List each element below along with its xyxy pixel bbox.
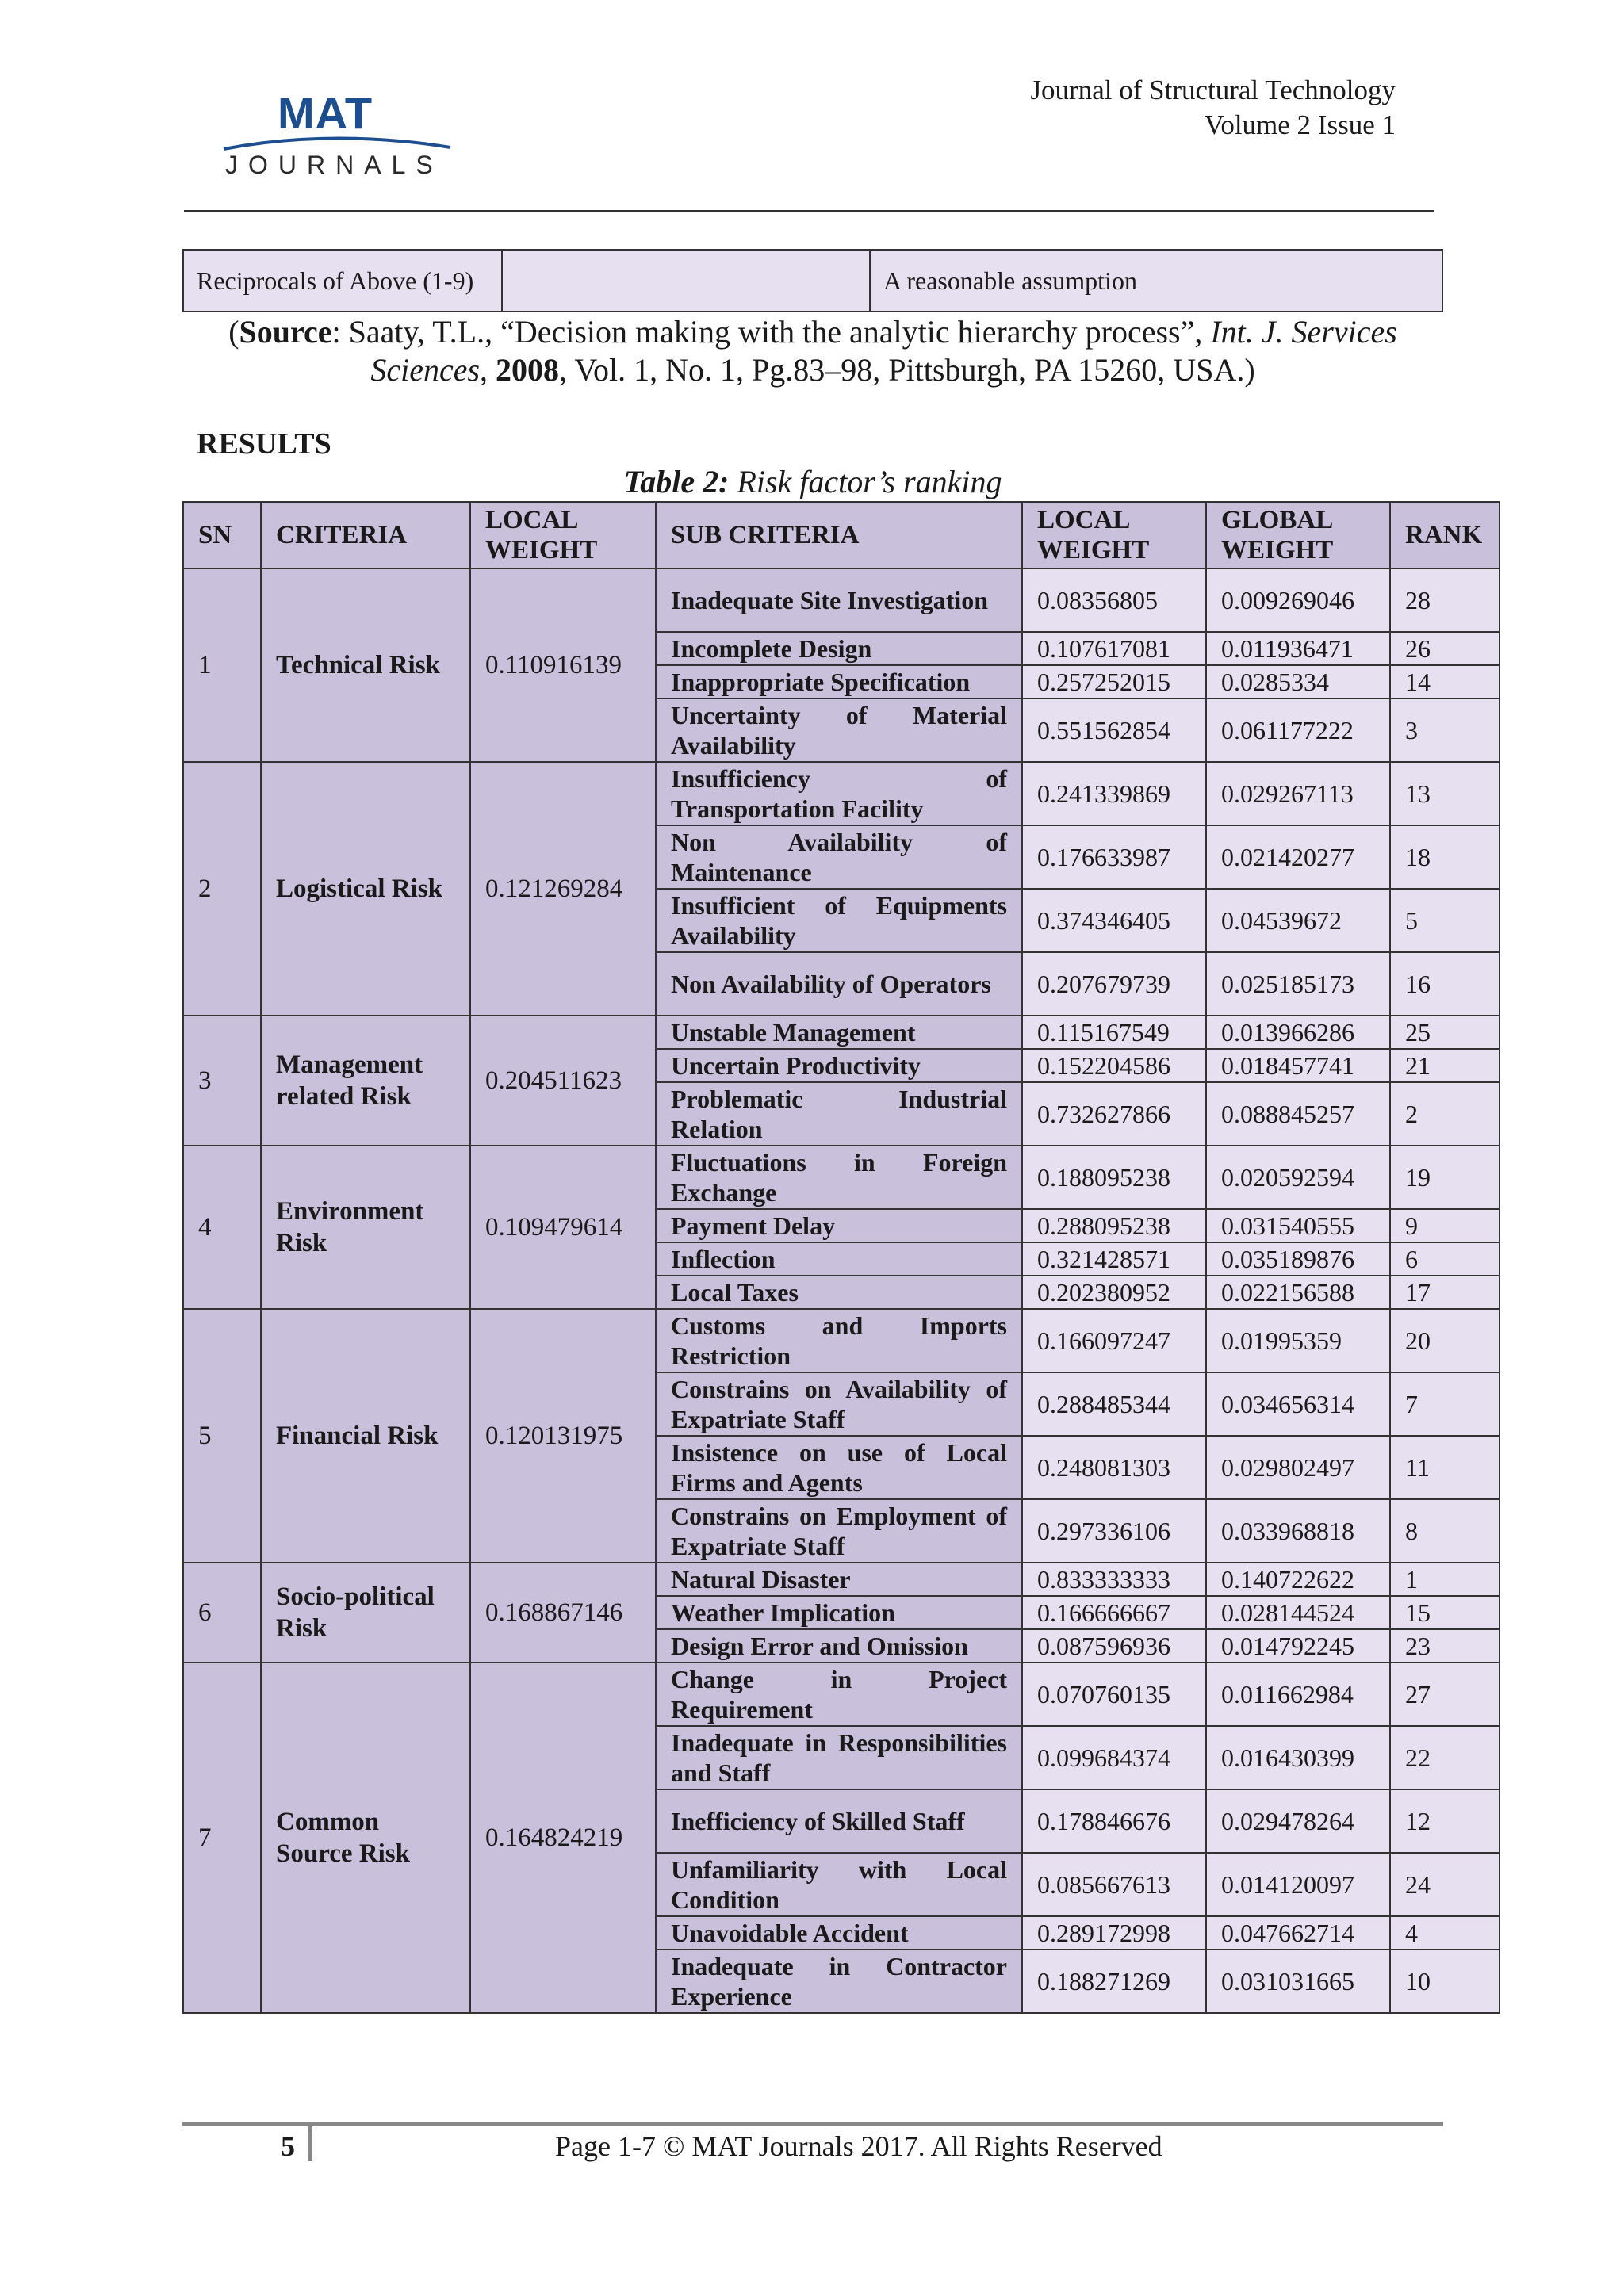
- sub-criteria-sub: Inflection: [656, 1242, 1022, 1276]
- column-header: RANK: [1390, 502, 1500, 568]
- sub-criteria-global: 0.029267113: [1206, 762, 1390, 825]
- sub-criteria-rank: 17: [1390, 1276, 1500, 1309]
- sub-criteria-local: 0.188271269: [1022, 1950, 1206, 2013]
- sub-criteria-sub: Natural Disaster: [656, 1563, 1022, 1596]
- sub-criteria-global: 0.029478264: [1206, 1789, 1390, 1853]
- journal-logo: [222, 87, 452, 182]
- sub-criteria-sub: Unavoidable Accident: [656, 1916, 1022, 1950]
- sub-criteria-global: 0.0285334: [1206, 665, 1390, 698]
- sub-criteria-sub: Inadequate in Responsibilities and Staff: [656, 1726, 1022, 1789]
- sub-criteria-global: 0.04539672: [1206, 889, 1390, 952]
- sub-criteria-sub: Unfamiliarity with Local Condition: [656, 1853, 1022, 1916]
- risk-ranking-table: [182, 501, 1500, 2014]
- criteria-local-weight: 0.204511623: [470, 1016, 656, 1146]
- sub-criteria-sub: Inefficiency of Skilled Staff: [656, 1789, 1022, 1853]
- page-number: 5: [281, 2130, 295, 2162]
- sub-criteria-rank: 6: [1390, 1242, 1500, 1276]
- logo-swoosh-icon: [222, 133, 452, 151]
- sub-criteria-global: 0.061177222: [1206, 698, 1390, 762]
- sub-criteria-rank: 10: [1390, 1950, 1500, 2013]
- sub-criteria-local: 0.551562854: [1022, 698, 1206, 762]
- sub-criteria-global: 0.013966286: [1206, 1016, 1390, 1049]
- sub-criteria-global: 0.025185173: [1206, 952, 1390, 1016]
- sub-criteria-global: 0.014120097: [1206, 1853, 1390, 1916]
- source-journal: Int. J. Services Sciences: [370, 314, 1397, 388]
- sub-criteria-local: 0.166666667: [1022, 1596, 1206, 1629]
- sub-criteria-local: 0.241339869: [1022, 762, 1206, 825]
- sub-criteria-rank: 28: [1390, 568, 1500, 632]
- sub-criteria-local: 0.374346405: [1022, 889, 1206, 952]
- footer-rule: [182, 2122, 1443, 2126]
- sub-criteria-global: 0.022156588: [1206, 1276, 1390, 1309]
- sub-criteria-sub: Constrains on Availability of Expatriate Staff: [656, 1372, 1022, 1436]
- sub-criteria-global: 0.088845257: [1206, 1082, 1390, 1146]
- table-caption: [182, 463, 1443, 500]
- sub-criteria-local: 0.833333333: [1022, 1563, 1206, 1596]
- sub-criteria-rank: 25: [1390, 1016, 1500, 1049]
- sub-criteria-rank: 5: [1390, 889, 1500, 952]
- criteria-local-weight: 0.168867146: [470, 1563, 656, 1663]
- sub-criteria-sub: Incomplete Design: [656, 632, 1022, 665]
- criteria-local-weight: 0.120131975: [470, 1309, 656, 1563]
- criteria-criteria: Technical Risk: [261, 568, 470, 762]
- sub-criteria-rank: 12: [1390, 1789, 1500, 1853]
- sub-criteria-sub: Insistence on use of Local Firms and Agents: [656, 1436, 1022, 1499]
- sub-criteria-sub: Non Availability of Maintenance: [656, 825, 1022, 889]
- column-header: GLOBAL WEIGHT: [1206, 502, 1390, 568]
- sub-criteria-sub: Change in Project Requirement: [656, 1663, 1022, 1726]
- sub-criteria-local: 0.288095238: [1022, 1209, 1206, 1242]
- sub-criteria-rank: 9: [1390, 1209, 1500, 1242]
- table-row: [183, 762, 1500, 825]
- sub-criteria-rank: 2: [1390, 1082, 1500, 1146]
- criteria-criteria: Financial Risk: [261, 1309, 470, 1563]
- criteria-sn: 2: [183, 762, 261, 1016]
- column-header: LOCAL WEIGHT: [1022, 502, 1206, 568]
- sub-criteria-global: 0.014792245: [1206, 1629, 1390, 1663]
- column-header: SN: [183, 502, 261, 568]
- sub-criteria-rank: 4: [1390, 1916, 1500, 1950]
- results-heading: RESULTS: [197, 427, 331, 461]
- sub-criteria-rank: 18: [1390, 825, 1500, 889]
- sub-criteria-sub: Local Taxes: [656, 1276, 1022, 1309]
- header-rule: [184, 210, 1434, 212]
- criteria-local-weight: 0.121269284: [470, 762, 656, 1016]
- source-sep: ,: [480, 352, 496, 388]
- sub-criteria-rank: 24: [1390, 1853, 1500, 1916]
- sub-criteria-local: 0.166097247: [1022, 1309, 1206, 1372]
- table-row: [183, 1563, 1500, 1596]
- journal-name: Journal of Structural Technology: [1030, 75, 1396, 105]
- table-row: [183, 1309, 1500, 1372]
- sub-criteria-global: 0.021420277: [1206, 825, 1390, 889]
- table-header-row: [183, 502, 1500, 568]
- sub-criteria-rank: 14: [1390, 665, 1500, 698]
- sub-criteria-rank: 15: [1390, 1596, 1500, 1629]
- sub-criteria-global: 0.047662714: [1206, 1916, 1390, 1950]
- criteria-sn: 6: [183, 1563, 261, 1663]
- caption-label: Table 2:: [623, 464, 730, 499]
- sub-criteria-rank: 16: [1390, 952, 1500, 1016]
- sub-criteria-local: 0.085667613: [1022, 1853, 1206, 1916]
- sub-criteria-sub: Inappropriate Specification: [656, 665, 1022, 698]
- sub-criteria-global: 0.011662984: [1206, 1663, 1390, 1726]
- criteria-criteria: Common Source Risk: [261, 1663, 470, 2013]
- column-header: LOCAL WEIGHT: [470, 502, 656, 568]
- criteria-local-weight: 0.110916139: [470, 568, 656, 762]
- sub-criteria-local: 0.176633987: [1022, 825, 1206, 889]
- sub-criteria-local: 0.099684374: [1022, 1726, 1206, 1789]
- sub-criteria-global: 0.011936471: [1206, 632, 1390, 665]
- sub-criteria-rank: 22: [1390, 1726, 1500, 1789]
- footer-copyright: Page 1-7 © MAT Journals 2017. All Rights Reserved: [555, 2130, 1162, 2162]
- sub-criteria-sub: Insufficient of Equipments Availability: [656, 889, 1022, 952]
- sub-criteria-rank: 21: [1390, 1049, 1500, 1082]
- table-row: [183, 568, 1500, 632]
- journal-volume: Volume 2 Issue 1: [1204, 109, 1396, 140]
- sub-criteria-local: 0.297336106: [1022, 1499, 1206, 1563]
- sub-criteria-global: 0.020592594: [1206, 1146, 1390, 1209]
- sub-criteria-rank: 26: [1390, 632, 1500, 665]
- sub-criteria-global: 0.028144524: [1206, 1596, 1390, 1629]
- sub-criteria-global: 0.031031665: [1206, 1950, 1390, 2013]
- sub-criteria-rank: 11: [1390, 1436, 1500, 1499]
- sub-criteria-rank: 27: [1390, 1663, 1500, 1726]
- running-header: [1030, 73, 1396, 143]
- table-row: [183, 1146, 1500, 1209]
- sub-criteria-rank: 13: [1390, 762, 1500, 825]
- logo-journals-text: JOURNALS: [225, 151, 443, 179]
- sub-criteria-global: 0.140722622: [1206, 1563, 1390, 1596]
- column-header: CRITERIA: [261, 502, 470, 568]
- sub-criteria-sub: Inadequate in Contractor Experience: [656, 1950, 1022, 2013]
- sub-criteria-global: 0.009269046: [1206, 568, 1390, 632]
- sub-criteria-local: 0.257252015: [1022, 665, 1206, 698]
- sub-criteria-global: 0.018457741: [1206, 1049, 1390, 1082]
- sub-criteria-sub: Non Availability of Operators: [656, 952, 1022, 1016]
- sub-criteria-local: 0.288485344: [1022, 1372, 1206, 1436]
- footer-divider: [308, 2126, 312, 2161]
- sub-criteria-sub: Unstable Management: [656, 1016, 1022, 1049]
- source-year: 2008: [496, 352, 560, 388]
- sub-criteria-rank: 23: [1390, 1629, 1500, 1663]
- sub-criteria-rank: 20: [1390, 1309, 1500, 1372]
- sub-criteria-rank: 7: [1390, 1372, 1500, 1436]
- sub-criteria-sub: Insufficiency of Transportation Facility: [656, 762, 1022, 825]
- source-text: : Saaty, T.L., “Decision making with the analytic hierarchy process”,: [331, 314, 1211, 350]
- sub-criteria-local: 0.107617081: [1022, 632, 1206, 665]
- sub-criteria-sub: Uncertain Productivity: [656, 1049, 1022, 1082]
- sub-criteria-global: 0.029802497: [1206, 1436, 1390, 1499]
- sub-criteria-sub: Design Error and Omission: [656, 1629, 1022, 1663]
- criteria-sn: 5: [183, 1309, 261, 1563]
- sub-criteria-local: 0.087596936: [1022, 1629, 1206, 1663]
- column-header: SUB CRITERIA: [656, 502, 1022, 568]
- criteria-criteria: Environment Risk: [261, 1146, 470, 1309]
- source-label: Source: [239, 314, 332, 350]
- sub-criteria-local: 0.08356805: [1022, 568, 1206, 632]
- criteria-sn: 3: [183, 1016, 261, 1146]
- sub-criteria-global: 0.035189876: [1206, 1242, 1390, 1276]
- table-cell: [502, 250, 870, 312]
- sub-criteria-rank: 1: [1390, 1563, 1500, 1596]
- sub-criteria-sub: Customs and Imports Restriction: [656, 1309, 1022, 1372]
- sub-criteria-sub: Constrains on Employment of Expatriate Staff: [656, 1499, 1022, 1563]
- criteria-sn: 4: [183, 1146, 261, 1309]
- criteria-criteria: Management related Risk: [261, 1016, 470, 1146]
- sub-criteria-sub: Fluctuations in Foreign Exchange: [656, 1146, 1022, 1209]
- sub-criteria-sub: Payment Delay: [656, 1209, 1022, 1242]
- sub-criteria-sub: Uncertainty of Material Availability: [656, 698, 1022, 762]
- table-body: [183, 568, 1500, 2013]
- criteria-criteria: Logistical Risk: [261, 762, 470, 1016]
- sub-criteria-global: 0.01995359: [1206, 1309, 1390, 1372]
- sub-criteria-local: 0.202380952: [1022, 1276, 1206, 1309]
- paren: (: [228, 314, 239, 350]
- sub-criteria-local: 0.207679739: [1022, 952, 1206, 1016]
- sub-criteria-sub: Problematic Industrial Relation: [656, 1082, 1022, 1146]
- sub-criteria-local: 0.178846676: [1022, 1789, 1206, 1853]
- criteria-sn: 7: [183, 1663, 261, 2013]
- reciprocal-table: [182, 249, 1443, 312]
- table-row: [183, 1016, 1500, 1049]
- sub-criteria-local: 0.248081303: [1022, 1436, 1206, 1499]
- sub-criteria-global: 0.031540555: [1206, 1209, 1390, 1242]
- sub-criteria-local: 0.289172998: [1022, 1916, 1206, 1950]
- criteria-local-weight: 0.109479614: [470, 1146, 656, 1309]
- logo-mat-text: MAT: [278, 88, 373, 138]
- sub-criteria-rank: 19: [1390, 1146, 1500, 1209]
- table-row: [183, 250, 1442, 312]
- sub-criteria-local: 0.152204586: [1022, 1049, 1206, 1082]
- source-rest: , Vol. 1, No. 1, Pg.83–98, Pittsburgh, PA 15260, USA.): [559, 352, 1255, 388]
- criteria-sn: 1: [183, 568, 261, 762]
- sub-criteria-local: 0.188095238: [1022, 1146, 1206, 1209]
- sub-criteria-global: 0.034656314: [1206, 1372, 1390, 1436]
- sub-criteria-rank: 3: [1390, 698, 1500, 762]
- table-cell: A reasonable assumption: [870, 250, 1442, 312]
- caption-title: Risk factor’s ranking: [729, 464, 1002, 499]
- source-citation: [182, 313, 1443, 389]
- sub-criteria-global: 0.016430399: [1206, 1726, 1390, 1789]
- sub-criteria-local: 0.321428571: [1022, 1242, 1206, 1276]
- sub-criteria-local: 0.115167549: [1022, 1016, 1206, 1049]
- table-row: [183, 1663, 1500, 1726]
- sub-criteria-sub: Weather Implication: [656, 1596, 1022, 1629]
- criteria-criteria: Socio-political Risk: [261, 1563, 470, 1663]
- sub-criteria-local: 0.070760135: [1022, 1663, 1206, 1726]
- criteria-local-weight: 0.164824219: [470, 1663, 656, 2013]
- sub-criteria-local: 0.732627866: [1022, 1082, 1206, 1146]
- sub-criteria-sub: Inadequate Site Investigation: [656, 568, 1022, 632]
- table-cell: Reciprocals of Above (1-9): [183, 250, 502, 312]
- sub-criteria-global: 0.033968818: [1206, 1499, 1390, 1563]
- sub-criteria-rank: 8: [1390, 1499, 1500, 1563]
